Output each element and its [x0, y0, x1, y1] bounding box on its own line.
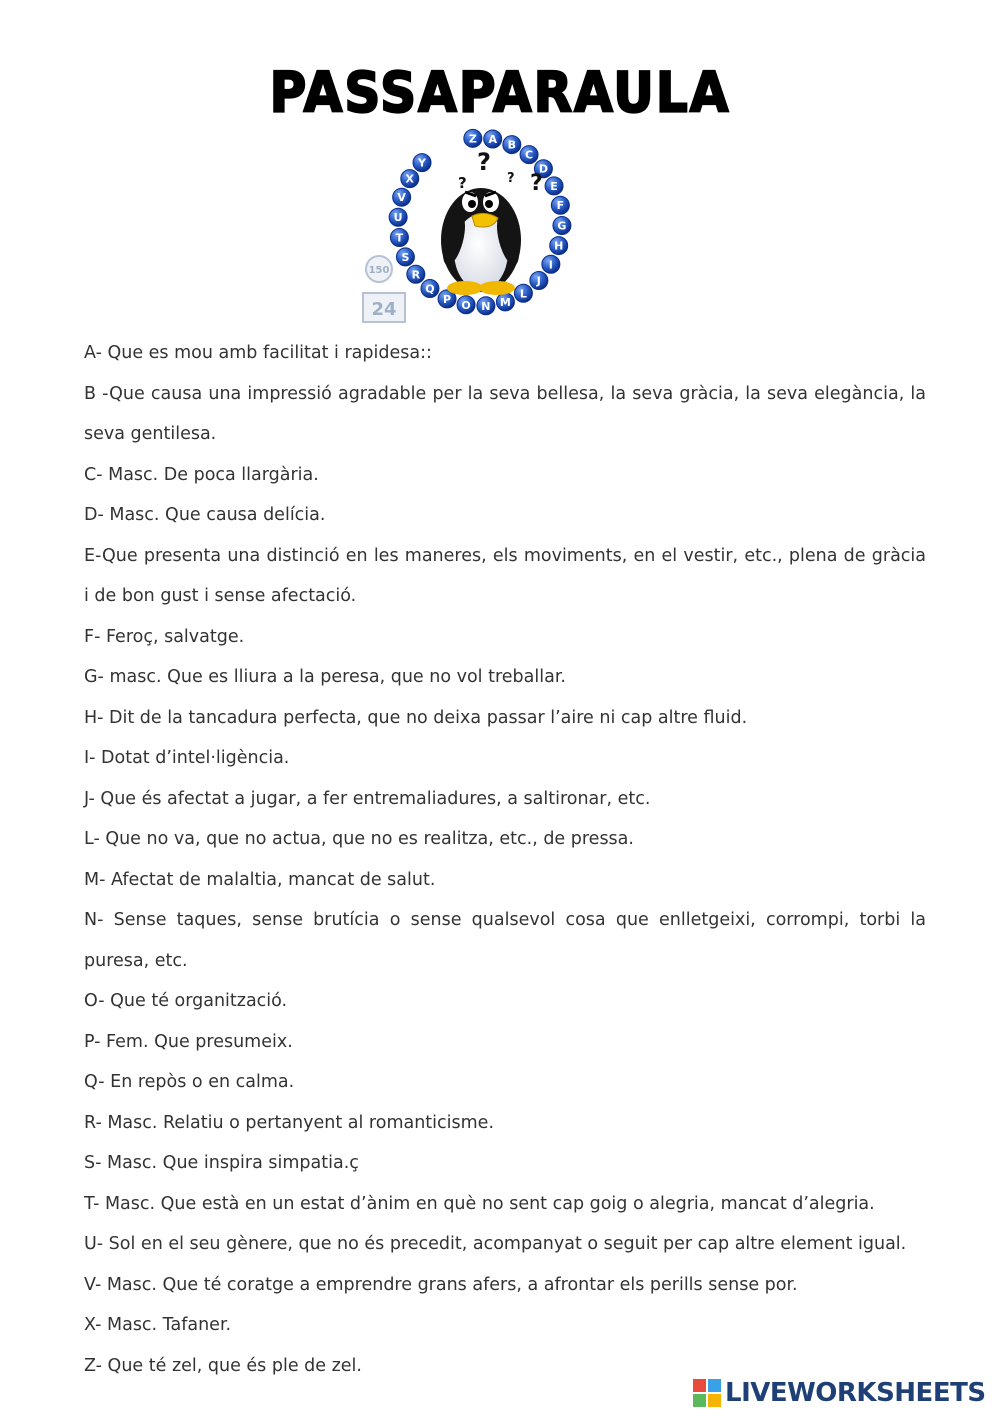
letter-bubble: [551, 196, 569, 214]
clue-item: V- Masc. Que té coratge a emprendre grans afers, a afrontar els perills sense por.: [84, 1274, 798, 1295]
question-mark: ?: [507, 171, 515, 186]
letter-bubble-label: D: [538, 162, 548, 176]
letter-bubble-label: J: [536, 274, 541, 288]
letter-bubble-label: C: [525, 148, 534, 162]
letter-bubble-label: N: [481, 299, 491, 313]
clue-item: G- masc. Que es lliura a la peresa, que no vol treballar.: [84, 667, 566, 687]
letter-bubble: [413, 154, 431, 172]
liveworksheets-brand: [693, 1376, 986, 1410]
clue-item: S- Masc. Que inspira simpatia.ç: [84, 1153, 359, 1173]
letter-bubble-label: T: [395, 231, 404, 245]
clue-item: N- Sense taques, sense brutícia o sense qualsevol cosa que enlletgeixi, corrompi, torbi la puresa, etc.: [84, 910, 926, 971]
letter-bubble: [457, 296, 475, 314]
letter-wheel-graphic: [355, 122, 605, 327]
letter-bubble-label: P: [443, 292, 452, 306]
letter-bubble: [542, 255, 560, 273]
letter-bubble: [545, 177, 563, 195]
clue-item: B -Que causa una impressió agradable per la seva bellesa, la seva gràcia, la seva elegància, la seva gentilesa.: [84, 383, 926, 444]
letter-bubble: [550, 237, 568, 255]
clue-item: X- Masc. Tafaner.: [84, 1315, 232, 1335]
penguin-icon: [439, 188, 524, 295]
letter-bubble-label: O: [461, 298, 471, 312]
letter-bubble-label: E: [550, 179, 558, 193]
clue-item: Q- En repòs o en calma.: [84, 1072, 295, 1092]
letter-bubble: [530, 271, 548, 289]
timer-value: 24: [371, 299, 397, 320]
clue-item: I- Dotat d’intel·ligència.: [84, 748, 290, 768]
letter-bubble: [477, 297, 495, 315]
letter-bubble: [520, 146, 538, 164]
letter-bubble-label: Z: [468, 132, 477, 146]
letter-bubble-label: U: [393, 211, 403, 225]
letter-bubble: [464, 129, 482, 147]
letter-bubble-label: H: [554, 239, 564, 253]
timer-badge: [363, 293, 405, 322]
passaparaula-illustration: [355, 122, 605, 327]
clue-item: O- Que té organització.: [84, 991, 288, 1011]
clue-list: [84, 333, 926, 1386]
clue-item: Z- Que té zel, que és ple de zel.: [84, 1355, 362, 1376]
clue-item: P- Fem. Que presumeix.: [84, 1031, 293, 1052]
letter-bubble: [396, 248, 414, 266]
letter-bubble-label: F: [556, 199, 565, 213]
letter-bubble: [496, 293, 514, 311]
score-badge: [366, 256, 392, 282]
letter-bubble: [514, 284, 532, 302]
clue-item: U- Sol en el seu gènere, que no és precedit, acompanyat o seguit per cap altre element igual.: [84, 1234, 907, 1254]
letter-bubble-label: R: [411, 268, 421, 282]
letter-bubble-label: L: [519, 287, 527, 301]
letter-bubble-label: X: [405, 172, 415, 186]
clue-item: C- Masc. De poca llargària.: [84, 464, 319, 485]
page-title: PASSAPARAULA: [269, 60, 731, 125]
question-mark: ?: [477, 148, 491, 176]
question-mark: ?: [530, 171, 543, 196]
letter-bubble: [390, 229, 408, 247]
clue-item: L- Que no va, que no actua, que no es realitza, etc., de pressa.: [84, 829, 634, 849]
clue-item: A- Que es mou amb facilitat i rapidesa::: [84, 343, 432, 363]
score-value: 150: [368, 265, 390, 276]
letter-bubble-label: Q: [425, 282, 435, 296]
brand-name: LIVEWORKSHEETS: [725, 1378, 986, 1408]
liveworksheets-logo-icon: [693, 1379, 721, 1407]
clue-item: R- Masc. Relatiu o pertanyent al romanticisme.: [84, 1112, 495, 1133]
letter-bubble: [503, 136, 521, 154]
letter-bubble-label: V: [397, 191, 406, 205]
letter-bubble: [484, 130, 502, 148]
letter-bubble-label: S: [401, 250, 410, 264]
letter-bubble-label: M: [499, 295, 511, 309]
letter-bubble-label: G: [557, 219, 567, 233]
letter-bubble: [401, 170, 419, 188]
letter-bubble-label: A: [488, 133, 497, 147]
letter-bubble: [393, 188, 411, 206]
letter-bubble: [389, 208, 407, 226]
clue-item: J- Que és afectat a jugar, a fer entremaliadures, a saltironar, etc.: [84, 788, 651, 809]
letter-bubble-label: B: [507, 138, 517, 152]
clue-item: E-Que presenta una distinció en les maneres, els moviments, en el vestir, etc., plena de gràcia i de bon gust i sense afectació.: [84, 545, 926, 606]
letter-bubble: [553, 217, 571, 235]
letter-bubble: [407, 265, 425, 283]
clue-item: F- Feroç, salvatge.: [84, 626, 245, 647]
clue-item: T- Masc. Que està en un estat d’ànim en què no sent cap goig o alegria, mancat d’alegria.: [84, 1193, 875, 1214]
letter-bubble-label: I: [548, 258, 553, 272]
clue-item: D- Masc. Que causa delícia.: [84, 505, 326, 525]
question-mark: ?: [458, 174, 467, 192]
letter-bubble-label: Y: [418, 156, 427, 170]
clue-item: H- Dit de la tancadura perfecta, que no deixa passar l’aire ni cap altre fluid.: [84, 707, 748, 728]
letter-bubble: [421, 280, 439, 298]
clue-item: M- Afectat de malaltia, mancat de salut.: [84, 869, 436, 890]
